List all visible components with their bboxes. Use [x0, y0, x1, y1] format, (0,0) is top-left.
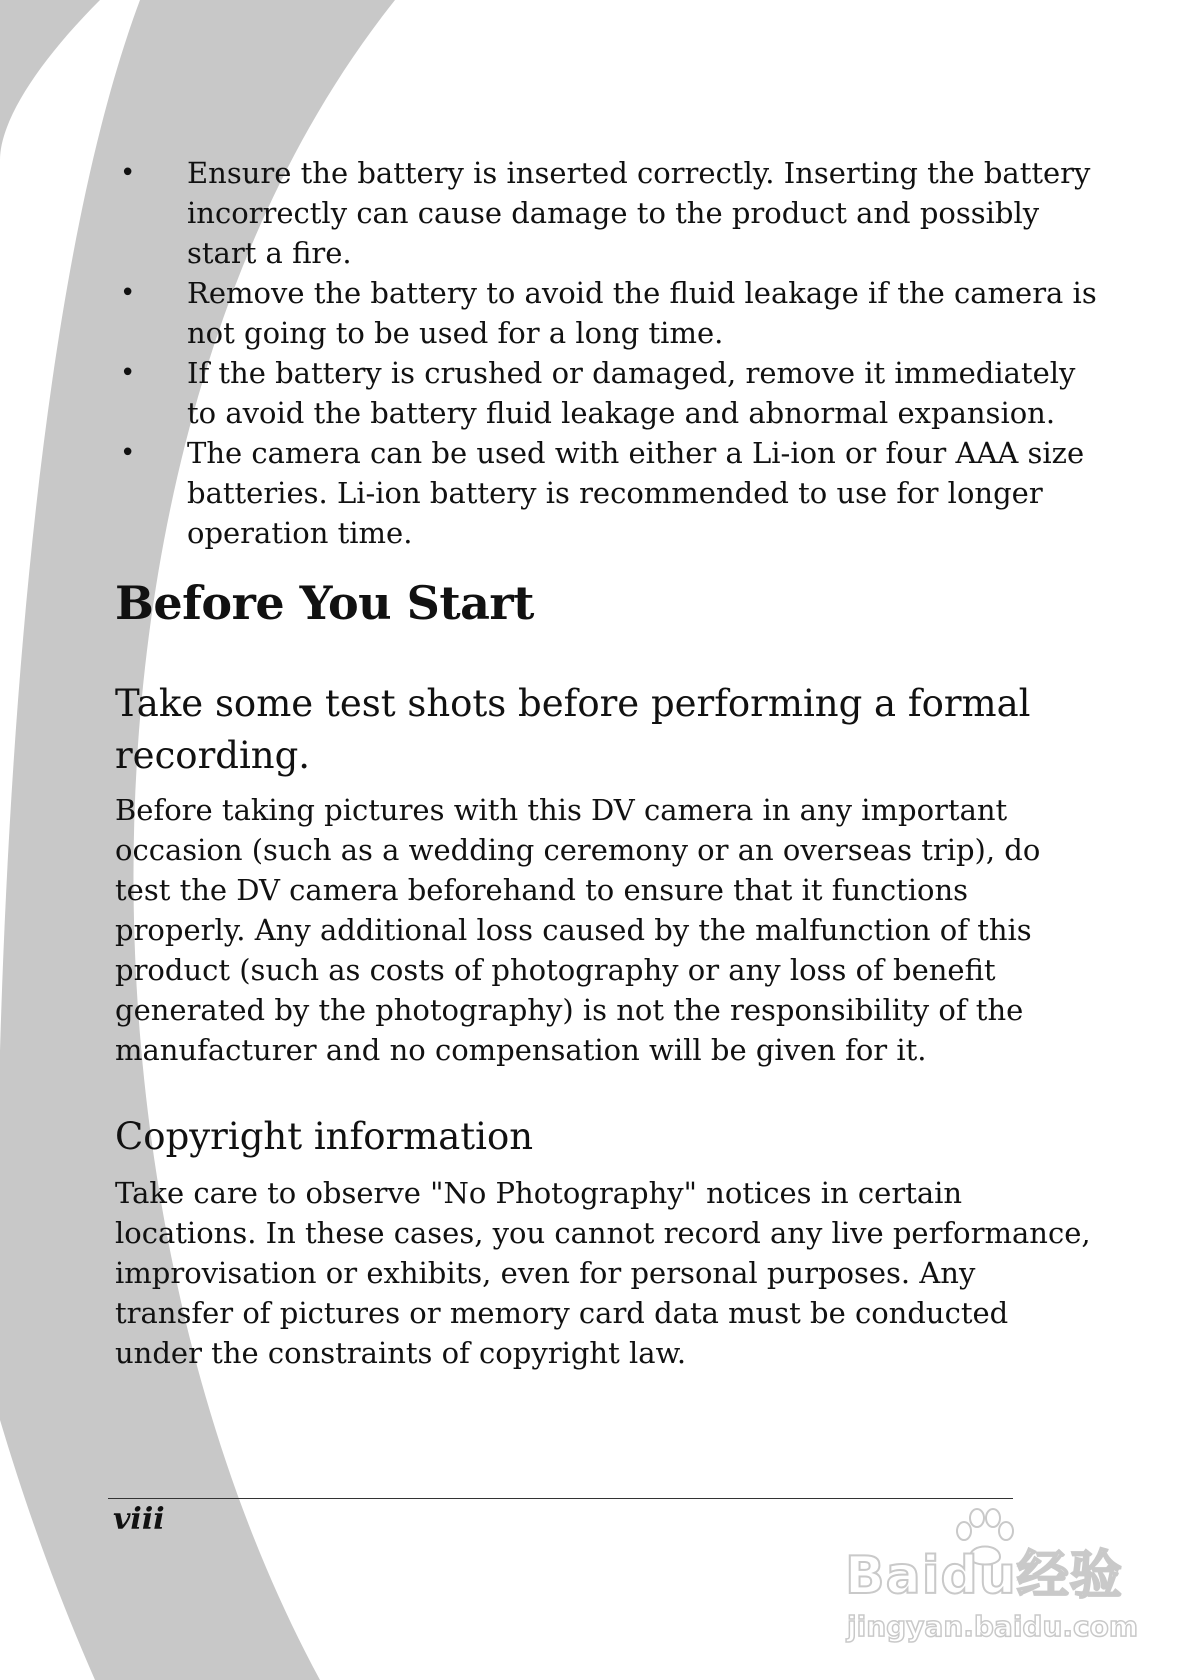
- list-item: • If the battery is crushed or damaged, remove it immediately to avoid the battery fluid leakage and abnormal expansion.: [115, 353, 1100, 433]
- list-item: • The camera can be used with either a Li-ion or four AAA size batteries. Li-ion battery is recommended to use for longer operation time.: [115, 433, 1100, 553]
- footer-divider: [108, 1498, 1013, 1499]
- baidu-watermark: [845, 1505, 1139, 1680]
- bullet-icon: •: [120, 158, 136, 188]
- list-item: • Ensure the battery is inserted correctly. Inserting the battery incorrectly can cause damage to the product and possibly start a fire.: [115, 153, 1100, 273]
- section-body-test-shots: Before taking pictures with this DV camera in any important occasion (such as a wedding ceremony or an overseas trip), do test the DV camera beforehand to ensure that it functions properly. Any additional loss caused by the malfunction of this product (such as costs of photography or any loss of benefit generated by the photography) is not the responsibility of the manufacturer and no compensation will be given for it.: [115, 793, 1041, 1067]
- bullet-icon: •: [120, 438, 136, 468]
- watermark-brand: Baidu经验: [845, 1546, 1123, 1606]
- page-heading: Before You Start: [115, 576, 534, 630]
- section-title-test-shots: Take some test shots before performing a formal recording.: [115, 682, 1031, 777]
- section-body-copyright: Take care to observe "No Photography" notices in certain locations. In these cases, you cannot record any live performance, improvisation or exhibits, even for personal purposes. Any transfer of pictures or memory card data must be conducted under the constraints of copyright law.: [115, 1176, 1091, 1370]
- list-item: • Remove the battery to avoid the fluid leakage if the camera is not going to be used for a long time.: [115, 273, 1100, 353]
- bullet-icon: •: [120, 278, 136, 308]
- bullet-icon: •: [120, 358, 136, 388]
- page-number: viii: [113, 1502, 165, 1537]
- section-title-copyright: Copyright information: [115, 1115, 534, 1158]
- battery-bullet-list: [115, 153, 1100, 553]
- watermark-url: jingyan.baidu.com: [847, 1610, 1139, 1643]
